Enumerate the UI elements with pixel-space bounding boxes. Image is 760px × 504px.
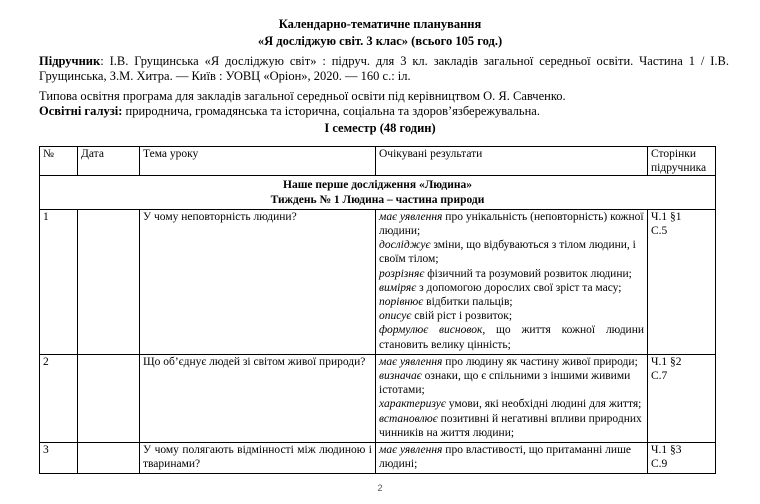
section-title: Наше перше дослідження «Людина» (283, 179, 472, 192)
document-title: Календарно-тематичне планування (278, 17, 482, 31)
row-pages: Ч.1 §2 С.7 (648, 354, 716, 442)
row-num: 3 (40, 442, 78, 473)
program-paragraph: Типова освітня програма для закладів загальної середньої освіти під керівництвом О. Я. Савченко. (39, 89, 566, 103)
row-results (376, 442, 648, 473)
table-row (40, 354, 716, 442)
textbook-label: Підручник (39, 54, 101, 68)
result-item: має уявлення про унікальність (неповторність) кожної людини; (379, 210, 644, 238)
row-results (376, 209, 648, 354)
result-item: має уявлення про людину як частину живої природи; визначає ознаки, що є спільними з іншими живими істотами; (379, 355, 638, 397)
textbook-paragraph (39, 54, 729, 84)
row-topic: У чому полягають відмінності між людиною і тваринами? (140, 442, 376, 473)
row-date (78, 209, 140, 354)
table-header-row (40, 147, 716, 176)
page-number: 2 (377, 483, 383, 493)
result-item: формулює висновок, що життя кожної людини становить велику цінність; (379, 324, 645, 351)
textbook-text: : І.В. Грущинська «Я досліджую світ» : підруч. для 3 кл. закладів загальної середньої освіти. Частина 1 / І.В. Грущинська, З.М. Хитра. — Київ : УОВЦ «Оріон», 2020. — 160 с.: іл. (39, 54, 729, 84)
row-num: 2 (40, 354, 78, 442)
lesson-plan-table (39, 146, 716, 474)
result-item: має уявлення про властивості, що притаманні лише людині; (379, 443, 632, 471)
row-date (78, 442, 140, 473)
row-topic: У чому неповторність людини? (140, 209, 376, 354)
result-item: описує свій ріст і розвиток; (379, 310, 513, 323)
row-date (78, 354, 140, 442)
fields-text: природнича, громадянська та історична, соціальна та здоров’язбережувальна. (122, 104, 540, 118)
header-num: № (40, 147, 78, 176)
table-row (40, 442, 716, 473)
row-num: 1 (40, 209, 78, 354)
row-pages: Ч.1 §1 С.5 (648, 209, 716, 354)
header-topic: Тема уроку (140, 147, 376, 176)
result-item: досліджує зміни, що відбуваються з тілом людини, і своїм тілом; (379, 239, 636, 266)
fields-label: Освітні галузі: (39, 104, 123, 118)
section-cell (40, 176, 716, 209)
week-title: Тиждень № 1 Людина – частина природи (270, 193, 485, 206)
semester-heading: І семестр (48 годин) (324, 121, 436, 135)
table-row (40, 209, 716, 354)
row-topic: Що об’єднує людей зі світом живої природи? (140, 354, 376, 442)
row-pages: Ч.1 §3 С.9 (648, 442, 716, 473)
result-item: характеризує умови, які необхідні людині для життя; встановлює позитивні й негативні впливи природних чинників на життя людини; (379, 398, 642, 439)
row-results (376, 354, 648, 442)
header-results: Очікувані результати (376, 147, 648, 176)
fields-paragraph (39, 104, 729, 119)
result-item: розрізняє фізичний та розумовий розвиток людини; виміряє з допомогою дорослих свої зріст та масу; порівнює відбитки пальців; (379, 267, 632, 309)
document-subtitle: «Я досліджую світ. 3 клас» (всього 105 год.) (257, 34, 503, 48)
header-date: Дата (78, 147, 140, 176)
section-row (40, 176, 716, 209)
header-pages: Сторінки підручника (648, 147, 716, 176)
